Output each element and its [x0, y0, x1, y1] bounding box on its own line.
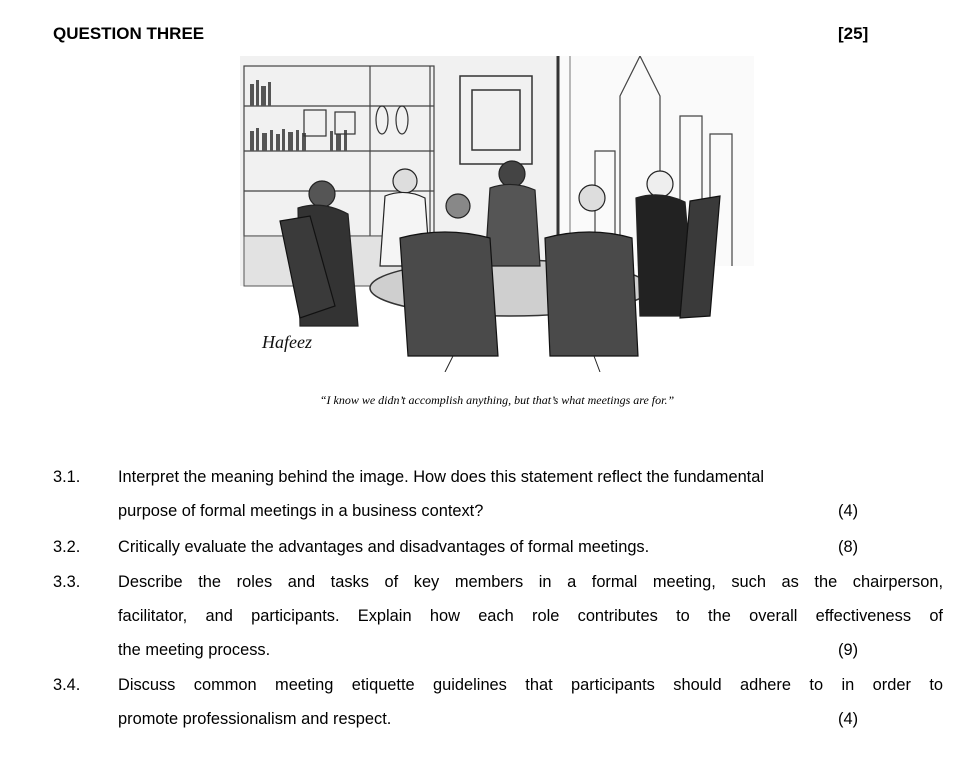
meeting-cartoon-illustration	[240, 56, 754, 372]
item-text-line: promote professionalism and respect.	[118, 710, 392, 728]
item-text-line: Critically evaluate the advantages and disadvantages of formal meetings.	[118, 538, 650, 556]
item-text-line: Interpret the meaning behind the image. How does this statement reflect the fundamental	[118, 468, 764, 486]
item-number: 3.4.	[53, 676, 81, 694]
item-text-line: the meeting process.	[118, 641, 271, 659]
item-text-line: facilitator, and participants. Explain how each role contributes to the overall effectiveness of	[118, 607, 943, 625]
item-number: 3.3.	[53, 573, 81, 591]
item-text-line: Discuss common meeting etiquette guidelines that participants should adhere to in order to	[118, 676, 943, 694]
artist-signature: Hafeez	[262, 332, 312, 352]
item-number: 3.1.	[53, 468, 81, 486]
item-marks: (9)	[838, 641, 859, 659]
item-marks: (4)	[838, 502, 859, 520]
question-total-marks: [25]	[838, 24, 869, 43]
item-number: 3.2.	[53, 538, 81, 556]
question-title: QUESTION THREE	[53, 24, 205, 43]
item-text-line: Describe the roles and tasks of key members in a formal meeting, such as the chairperson,	[118, 573, 943, 591]
item-marks: (4)	[838, 710, 859, 728]
cartoon-caption: “I know we didn’t accomplish anything, but that’s what meetings are for.”	[319, 393, 675, 407]
item-text-line: purpose of formal meetings in a business context?	[118, 502, 484, 520]
item-marks: (8)	[838, 538, 859, 556]
